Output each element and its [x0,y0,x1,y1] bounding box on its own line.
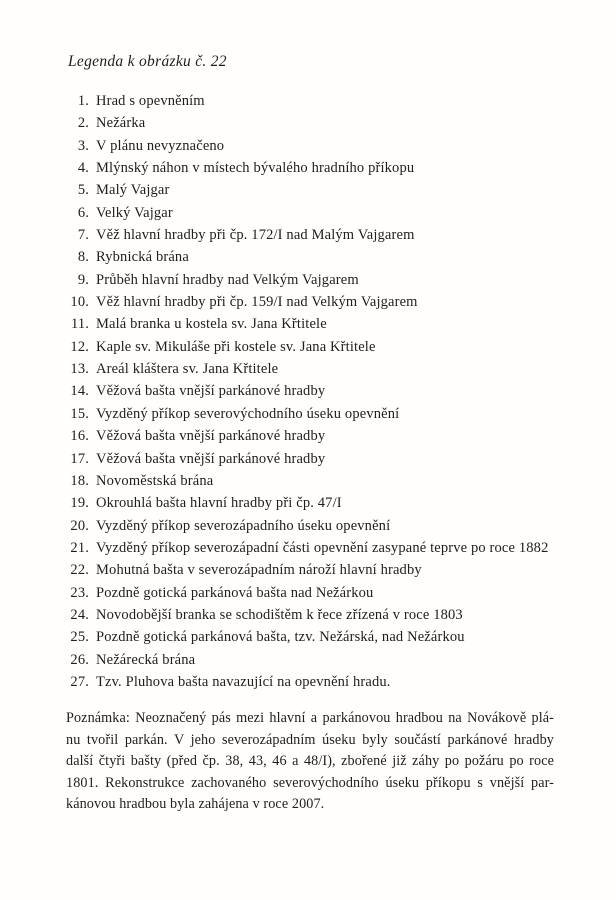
legend-item-text: Vyzděný příkop severozápadního úseku opevnění [96,517,391,534]
legend-item-number: 25. [70,629,89,646]
legend-item-number: 9. [77,271,89,288]
legend-item-text: Novoměstská brána [96,472,214,489]
legend-item-number: 15. [70,405,89,422]
legend-item [62,585,548,607]
legend-item-number: 23. [70,584,89,601]
legend-item-number: 12. [70,338,89,355]
legend-item [62,272,548,294]
legend-item [62,540,548,562]
legend-item-number: 14. [70,383,89,400]
legend-item-text: V plánu nevyznačeno [96,137,225,154]
legend-item-text: Průběh hlavní hradby nad Velkým Vajgarem [96,271,359,288]
legend-item [62,205,548,227]
legend-item-number: 11. [70,316,89,333]
legend-item [62,160,548,182]
legend-item-text: Tzv. Pluhova bašta navazující na opevnění hradu. [96,673,391,690]
legend-item-number: 16. [70,428,89,445]
legend-item-text: Vyzděný příkop severovýchodního úseku opevnění [96,405,400,422]
legend-item-text: Hrad s opevněním [96,93,205,109]
legend-item [62,138,548,160]
legend-item-text: Věž hlavní hradby při čp. 159/I nad Velkým Vajgarem [96,294,418,311]
legend-item-number: 24. [70,606,89,623]
legend-item [62,473,548,495]
legend-item [62,495,548,517]
legend-item-number: 17. [70,450,89,467]
legend-item-text: Novodobější branka se schodištěm k řece zřízená v roce 1803 [96,606,463,623]
legend-item [62,361,548,383]
legend-item [62,428,548,450]
legend-item-number: 18. [70,472,89,489]
legend-item-text: Pozdně gotická parkánová bašta nad Nežárkou [96,584,374,601]
legend-item [62,562,548,584]
legend-item [62,93,548,115]
legend-item-text: Nežárka [96,115,146,132]
legend-item [62,629,548,651]
legend-item [62,182,548,204]
note-line: nu tvořil parkán. V jeho severozápadním úseku byly součástí parkánové hradby [66,731,554,748]
legend-item-number: 8. [77,249,89,266]
legend-item-text: Malý Vajgar [96,182,170,199]
note-line: kánovou hradbou byla zahájena v roce 2007. [66,796,325,813]
legend-item-text: Areál kláštera sv. Jana Křtitele [96,361,279,378]
legend-item [62,316,548,338]
legend-item-number: 3. [77,137,89,154]
legend-item [62,652,548,674]
legend-item-text: Velký Vajgar [96,204,173,221]
legend-item [62,383,548,405]
legend-item [62,674,548,696]
legend-item-number: 21. [70,539,89,556]
note-line: další čtyři bašty (před čp. 38, 43, 46 a 48/I), zbořené již záhy po požáru po roce [66,753,554,770]
legend-item-number: 26. [70,651,89,668]
legend-item-number: 20. [70,517,89,534]
legend-item-number: 6. [77,204,89,221]
legend-item-text: Věžová bašta vnější parkánové hradby [96,383,326,400]
legend-item-text: Věž hlavní hradby při čp. 172/I nad Malým Vajgarem [96,227,415,244]
legend-item-text: Kaple sv. Mikuláše při kostele sv. Jana Křtitele [96,338,376,355]
legend-item [62,339,548,361]
legend-item-text: Nežárecká brána [96,651,196,668]
legend-item-number: 7. [77,227,89,244]
legend-item [62,249,548,271]
legend-item-text: Malá branka u kostela sv. Jana Křtitele [96,316,327,333]
note-paragraph [66,708,554,816]
legend-item-number: 4. [77,160,89,177]
legend-item [62,227,548,249]
legend-item [62,451,548,473]
legend-item-number: 10. [70,294,89,311]
legend-item [62,518,548,540]
legend-item-text: Mohutná bašta v severozápadním nároží hlavní hradby [96,562,422,579]
legend-item-text: Vyzděný příkop severozápadní části opevnění zasypané teprve po roce 1882 [96,539,549,556]
note-line: Poznámka: Neoznačený pás mezi hlavní a parkánovou hradbou na Novákově plá- [66,710,554,726]
legend-item-text: Pozdně gotická parkánová bašta, tzv. Nežárská, nad Nežárkou [96,629,465,646]
legend-item [62,115,548,137]
legend-item-text: Mlýnský náhon v místech bývalého hradního příkopu [96,160,415,177]
legend-item-number: 2. [77,115,89,132]
figure-legend-title: Legenda k obrázku č. 22 [68,53,227,70]
legend-item-text: Věžová bašta vnější parkánové hradby [96,450,326,467]
legend-item [62,406,548,428]
legend-item-text: Okrouhlá bašta hlavní hradby při čp. 47/I [96,495,342,512]
legend-item-number: 5. [77,182,89,199]
legend-item-number: 27. [70,673,89,690]
legend-item-text: Rybnická brána [96,249,189,266]
legend-list [62,93,548,696]
legend-item-number: 1. [77,93,89,109]
legend-item [62,294,548,316]
legend-item-number: 22. [70,562,89,579]
note-line: 1801. Rekonstrukce zachovaného severovýchodního úseku příkopu s vnější par- [66,774,554,791]
legend-item-number: 13. [70,361,89,378]
legend-item-text: Věžová bašta vnější parkánové hradby [96,428,326,445]
legend-item-number: 19. [70,495,89,512]
legend-item [62,607,548,629]
